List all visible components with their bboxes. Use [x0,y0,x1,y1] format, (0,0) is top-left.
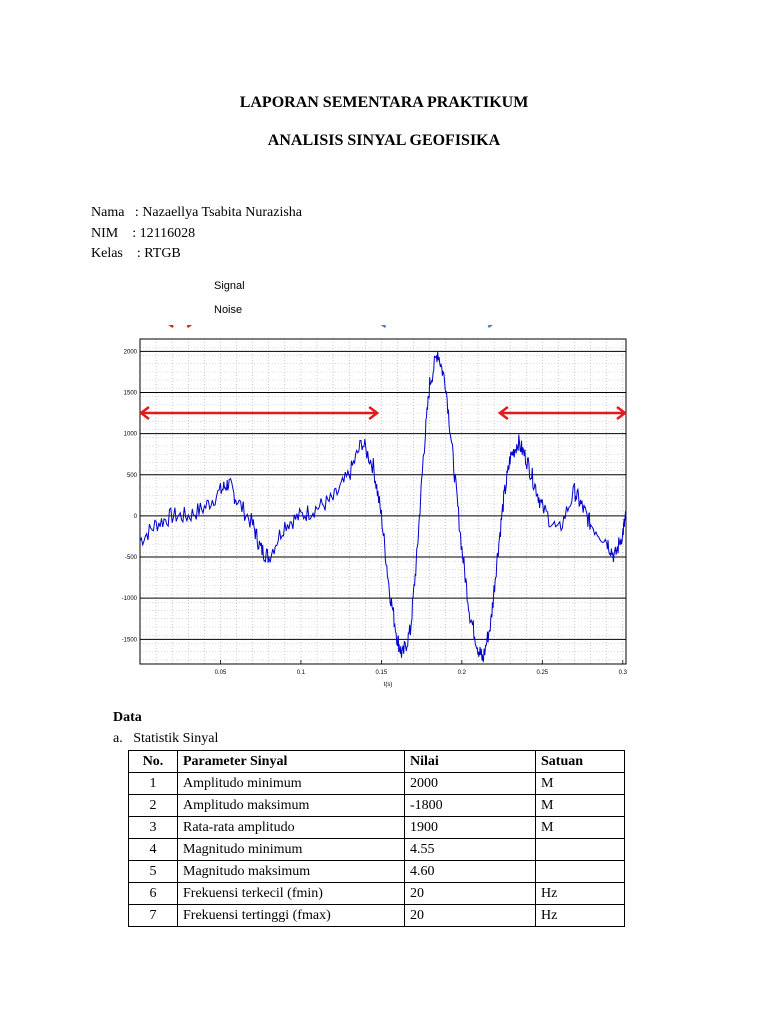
y-tick-label: -500 [124,555,137,562]
noise-window-arrow-left [141,407,377,419]
header-satuan: Satuan [536,751,625,773]
table-row [129,817,625,839]
cell-satuan [536,861,625,883]
table-row [129,861,625,883]
x-tick-label: 0.1 [296,670,306,676]
y-tick-label: 2000 [123,349,137,356]
cell-no: 3 [129,817,178,839]
header-no: No. [129,751,178,773]
table-row [129,883,625,905]
cell-parameter: Rata-rata amplitudo [178,817,405,839]
cell-parameter: Amplitudo minimum [178,773,405,795]
cell-parameter: Frekuensi terkecil (fmin) [178,883,405,905]
cell-nilai: 1900 [405,817,536,839]
signal-window-arrow [378,325,497,327]
header-parameter: Parameter Sinyal [178,751,405,773]
x-axis-label: t(s) [383,682,393,688]
y-tick-label: -1000 [121,596,137,603]
statistik-subheading: a. Statistik Sinyal [113,731,219,746]
cell-parameter: Amplitudo maksimum [178,795,405,817]
cell-nilai: 2000 [405,773,536,795]
cell-satuan: Hz [536,883,625,905]
table-row [129,773,625,795]
table-header-row [129,751,625,773]
x-tick-label: 0.15 [375,670,388,676]
table-row [129,795,625,817]
x-tick-label: 0.25 [536,670,549,676]
cell-parameter: Magnitudo maksimum [178,861,405,883]
signal-chart [100,325,640,710]
legend-noise-arrow [165,325,195,327]
nama-line: Nama : Nazaellya Tsabita Nurazisha [91,205,303,220]
table-row [129,839,625,861]
noise-window-arrow-right [500,407,625,419]
cell-satuan: M [536,817,625,839]
cell-parameter: Magnitudo minimum [178,839,405,861]
cell-satuan [536,839,625,861]
y-tick-label: 0 [133,513,137,520]
report-title: LAPORAN SEMENTARA PRAKTIKUM [239,94,529,111]
y-tick-label: 1500 [123,390,137,397]
x-tick-label: 0.2 [457,670,467,676]
y-tick-label: -1500 [121,637,137,644]
data-heading: Data [113,710,142,725]
legend-noise-label: Noise [214,304,243,316]
y-tick-label: 500 [126,472,137,479]
nim-line: NIM : 12116028 [91,226,196,241]
cell-satuan: M [536,773,625,795]
report-subtitle: ANALISIS SINYAL GEOFISIKA [267,132,501,149]
cell-nilai: 20 [405,905,536,927]
cell-nilai: 4.55 [405,839,536,861]
cell-no: 2 [129,795,178,817]
header-nilai: Nilai [405,751,536,773]
cell-nilai: 4.60 [405,861,536,883]
cell-nilai: -1800 [405,795,536,817]
cell-parameter: Frekuensi tertinggi (fmax) [178,905,405,927]
table-row [129,905,625,927]
x-tick-label: 0.05 [214,670,227,676]
cell-no: 4 [129,839,178,861]
cell-no: 5 [129,861,178,883]
kelas-line: Kelas : RTGB [91,246,181,261]
cell-satuan: M [536,795,625,817]
legend-signal-label: Signal [214,280,245,292]
signal-statistics-table [128,750,625,927]
y-tick-label: 1000 [123,431,137,438]
cell-nilai: 20 [405,883,536,905]
cell-no: 6 [129,883,178,905]
cell-no: 1 [129,773,178,795]
x-tick-label: 0.3 [618,670,627,676]
cell-no: 7 [129,905,178,927]
cell-satuan: Hz [536,905,625,927]
signal-line [140,352,626,661]
